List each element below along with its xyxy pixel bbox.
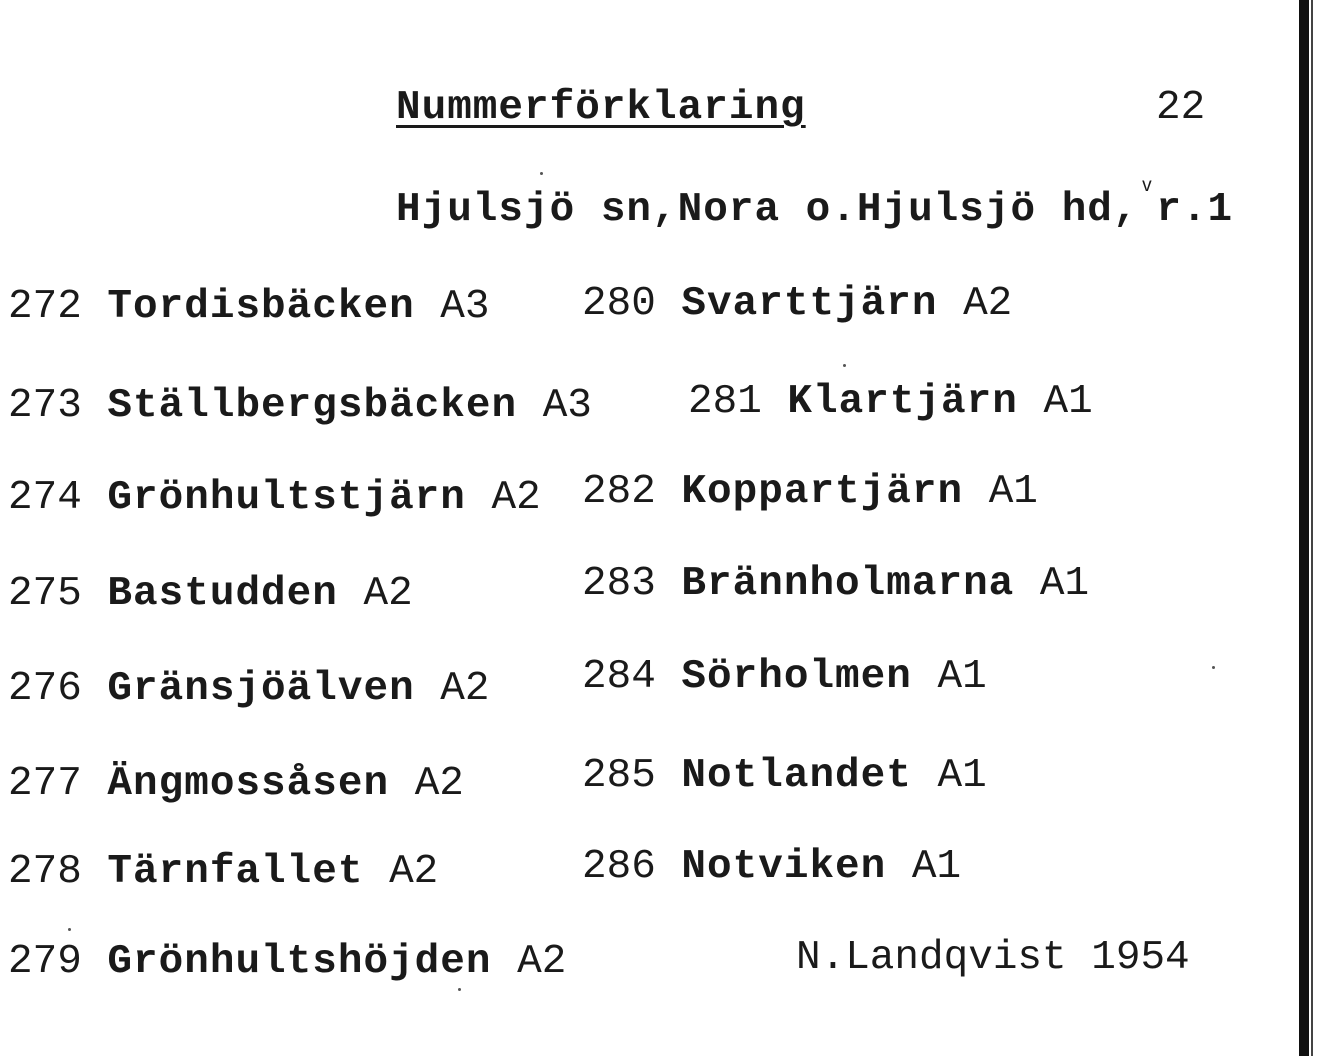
parish-line (396, 176, 1234, 238)
scan-speck (1212, 666, 1215, 669)
list-item: 273 Ställbergsbäcken A3 (8, 383, 592, 429)
list-item: 280 Svarttjärn A2 (582, 281, 1013, 327)
list-item: 286 Notviken A1 (582, 844, 962, 890)
card-title: Nummerförklaring (396, 85, 806, 131)
list-item: 279 Grönhultshöjden A2 (8, 939, 567, 985)
parish-text: Hjulsjö sn,Nora o.Hjulsjö hd, (396, 187, 1139, 233)
scan-speck (68, 928, 71, 931)
list-item: 283 Brännholmarna A1 (582, 561, 1090, 607)
parish-mark: ᵛ (1138, 176, 1157, 207)
list-item: 282 Koppartjärn A1 (582, 469, 1038, 515)
card-edge-shadow (1299, 0, 1309, 1056)
list-item: 285 Notlandet A1 (582, 753, 987, 799)
list-item: 274 Grönhultstjärn A2 (8, 475, 541, 521)
list-item: 277 Ängmossåsen A2 (8, 761, 464, 807)
scan-speck (843, 364, 846, 367)
list-item: 275 Bastudden A2 (8, 571, 413, 617)
card-edge-line (1311, 0, 1313, 1056)
parish-tail: r.1 (1156, 187, 1234, 233)
list-item: 276 Gränsjöälven A2 (8, 666, 490, 712)
page-number: 22 (1156, 85, 1206, 131)
list-item: 284 Sörholmen A1 (582, 654, 987, 700)
scan-speck (458, 988, 461, 991)
list-item: 281 Klartjärn A1 (688, 379, 1093, 425)
signature: N.Landqvist 1954 (796, 935, 1190, 981)
list-item: 272 Tordisbäcken A3 (8, 284, 490, 330)
list-item: 278 Tärnfallet A2 (8, 849, 439, 895)
scan-speck (540, 172, 543, 175)
